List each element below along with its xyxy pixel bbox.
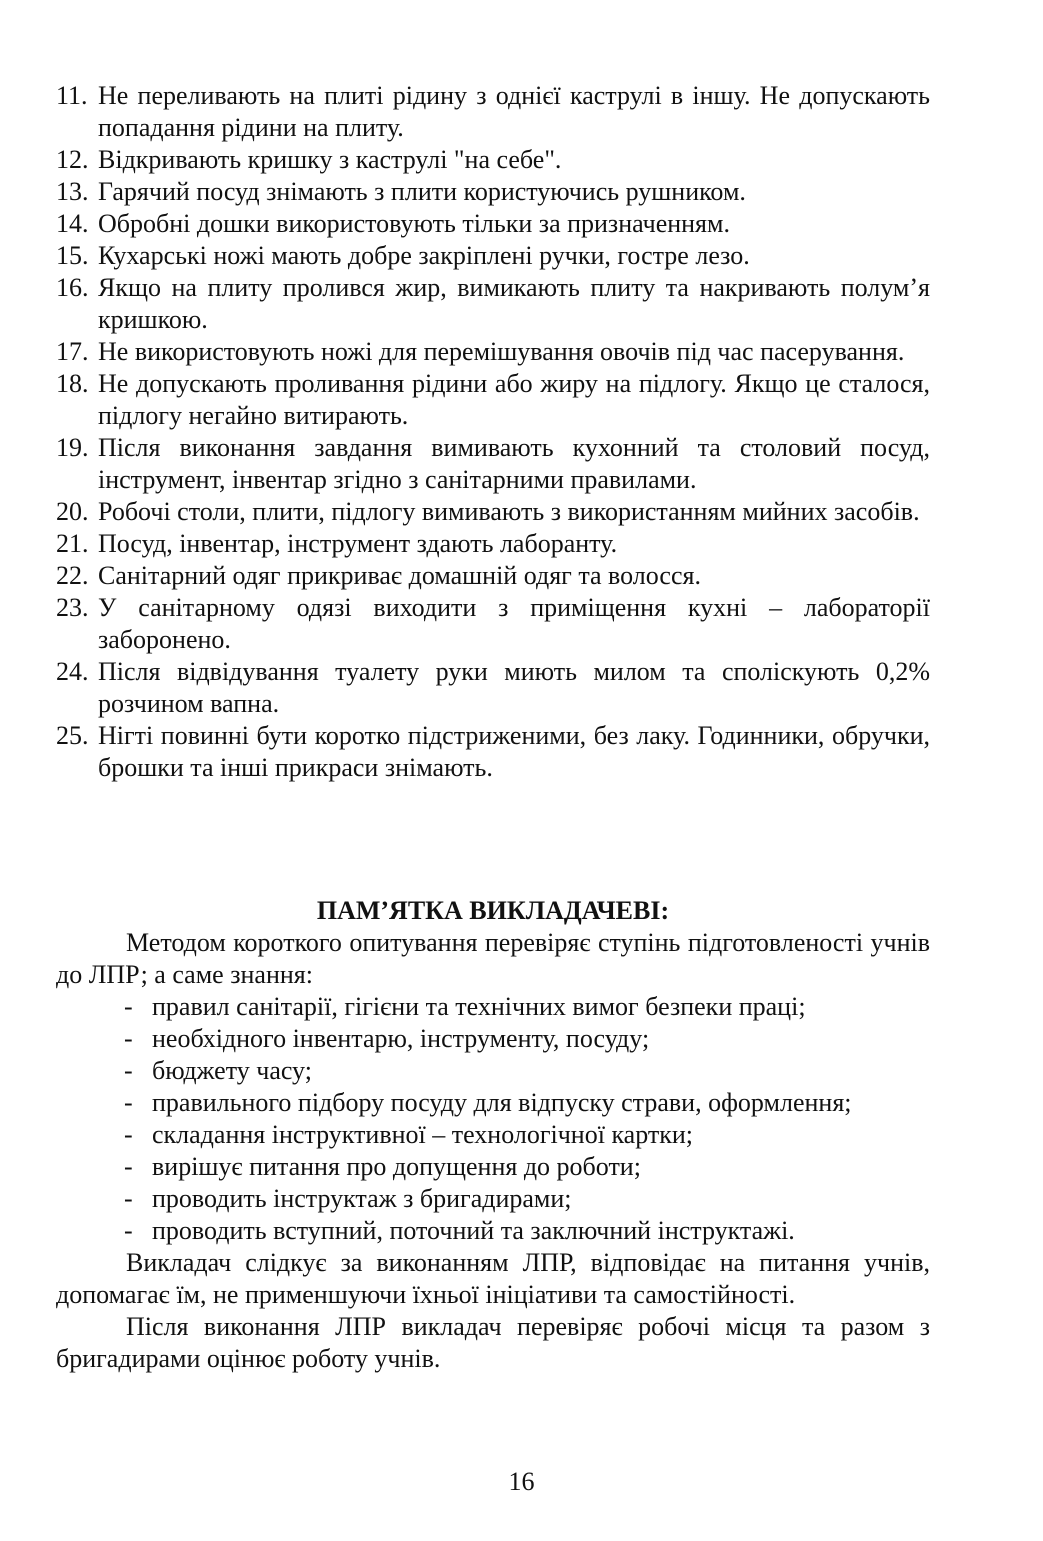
rule-number: 23. bbox=[56, 593, 89, 622]
list-item bbox=[56, 80, 930, 144]
rule-number: 18. bbox=[56, 369, 89, 398]
list-item-text: необхідного інвентарю, інструменту, посуду; bbox=[152, 1024, 650, 1053]
list-item bbox=[124, 1119, 930, 1151]
rule-number: 15. bbox=[56, 241, 89, 270]
list-item bbox=[56, 176, 930, 208]
rule-number: 12. bbox=[56, 145, 89, 174]
rule-number: 24. bbox=[56, 657, 89, 686]
rule-text: Санітарний одяг прикриває домашній одяг та волосся. bbox=[98, 561, 701, 590]
list-item bbox=[56, 432, 930, 496]
rule-number: 17. bbox=[56, 337, 89, 366]
rule-text: Гарячий посуд знімають з плити користуючись рушником. bbox=[98, 177, 746, 206]
list-item bbox=[56, 496, 930, 528]
rule-text: Нігті повинні бути коротко підстриженими, без лаку. Годинники, обручки, брошки та інші прикраси знімають. bbox=[98, 721, 930, 782]
list-item bbox=[56, 144, 930, 176]
rule-number: 25. bbox=[56, 721, 89, 750]
list-item bbox=[124, 991, 930, 1023]
dash-marker: - bbox=[124, 1056, 133, 1085]
list-item bbox=[56, 336, 930, 368]
list-item bbox=[56, 720, 930, 784]
dash-marker: - bbox=[124, 1088, 133, 1117]
list-item-text: правильного підбору посуду для відпуску страви, оформлення; bbox=[152, 1088, 852, 1117]
rule-number: 22. bbox=[56, 561, 89, 590]
page-number: 16 bbox=[508, 1467, 535, 1496]
memo-dash-list bbox=[56, 991, 930, 1247]
list-item bbox=[56, 592, 930, 656]
list-item bbox=[124, 1215, 930, 1247]
list-item-text: складання інструктивної – технологічної картки; bbox=[152, 1120, 694, 1149]
rule-text: Відкривають кришку з каструлі "на себе". bbox=[98, 145, 562, 174]
rule-number: 20. bbox=[56, 497, 89, 526]
list-item bbox=[56, 272, 930, 336]
rule-number: 19. bbox=[56, 433, 89, 462]
memo-paragraph-supervision: Викладач слідкує за виконанням ЛПР, відповідає на питання учнів, допомагає їм, не применшуючи їхньої ініціативи та самостійності. bbox=[56, 1248, 930, 1309]
rule-number: 13. bbox=[56, 177, 89, 206]
rule-text: Посуд, інвентар, інструмент здають лаборанту. bbox=[98, 529, 618, 558]
rule-text: Не допускають проливання рідини або жиру на підлогу. Якщо це сталося, підлогу негайно витирають. bbox=[98, 369, 930, 430]
rule-text: Після виконання завдання вимивають кухонний та столовий посуд, інструмент, інвентар згідно з санітарними правилами. bbox=[98, 433, 930, 494]
list-item bbox=[124, 1055, 930, 1087]
list-item bbox=[124, 1183, 930, 1215]
rule-text: Робочі столи, плити, підлогу вимивають з використанням мийних засобів. bbox=[98, 497, 920, 526]
rule-text: Обробні дошки використовують тільки за призначенням. bbox=[98, 209, 730, 238]
rule-number: 11. bbox=[56, 81, 88, 110]
list-item bbox=[56, 560, 930, 592]
rule-text: Не використовують ножі для перемішування овочів під час пасерування. bbox=[98, 337, 905, 366]
list-item bbox=[56, 240, 930, 272]
rule-text: Після відвідування туалету руки миють милом та споліскують 0,2% розчином вапна. bbox=[98, 657, 930, 718]
list-item bbox=[56, 528, 930, 560]
rule-text: Кухарські ножі мають добре закріплені ручки, гостре лезо. bbox=[98, 241, 750, 270]
rule-number: 16. bbox=[56, 273, 89, 302]
list-item-text: правил санітарії, гігієни та технічних вимог безпеки праці; bbox=[152, 992, 806, 1021]
teacher-memo-section bbox=[56, 895, 930, 1375]
dash-marker: - bbox=[124, 1184, 133, 1213]
dash-marker: - bbox=[124, 1024, 133, 1053]
memo-intro-paragraph: Методом короткого опитування перевіряє ступінь підготовленості учнів до ЛПР; а саме знання: bbox=[56, 928, 930, 989]
section-title: ПАМ’ЯТКА ВИКЛАДАЧЕВІ: bbox=[316, 896, 670, 925]
safety-rules-list bbox=[56, 80, 930, 784]
rule-text: Не переливають на плиті рідину з однієї каструлі в іншу. Не допускають попадання рідини на плиту. bbox=[98, 81, 930, 142]
rule-number: 21. bbox=[56, 529, 89, 558]
rule-number: 14. bbox=[56, 209, 89, 238]
list-item-text: проводить вступний, поточний та заключний інструктажі. bbox=[152, 1216, 795, 1245]
dash-marker: - bbox=[124, 1216, 133, 1245]
memo-paragraph-evaluation: Після виконання ЛПР викладач перевіряє робочі місця та разом з бригадирами оцінює роботу учнів. bbox=[56, 1312, 930, 1373]
list-item-text: бюджету часу; bbox=[152, 1056, 312, 1085]
list-item bbox=[56, 368, 930, 432]
list-item-text: вирішує питання про допущення до роботи; bbox=[152, 1152, 641, 1181]
dash-marker: - bbox=[124, 1152, 133, 1181]
rule-text: У санітарному одязі виходити з приміщення кухні – лабораторії заборонено. bbox=[98, 593, 930, 654]
list-item bbox=[56, 656, 930, 720]
dash-marker: - bbox=[124, 992, 133, 1021]
list-item bbox=[124, 1023, 930, 1055]
list-item-text: проводить інструктаж з бригадирами; bbox=[152, 1184, 572, 1213]
dash-marker: - bbox=[124, 1120, 133, 1149]
list-item bbox=[56, 208, 930, 240]
list-item bbox=[124, 1087, 930, 1119]
rule-text: Якщо на плиту пролився жир, вимикають плиту та накривають полум’я кришкою. bbox=[98, 273, 930, 334]
list-item bbox=[124, 1151, 930, 1183]
